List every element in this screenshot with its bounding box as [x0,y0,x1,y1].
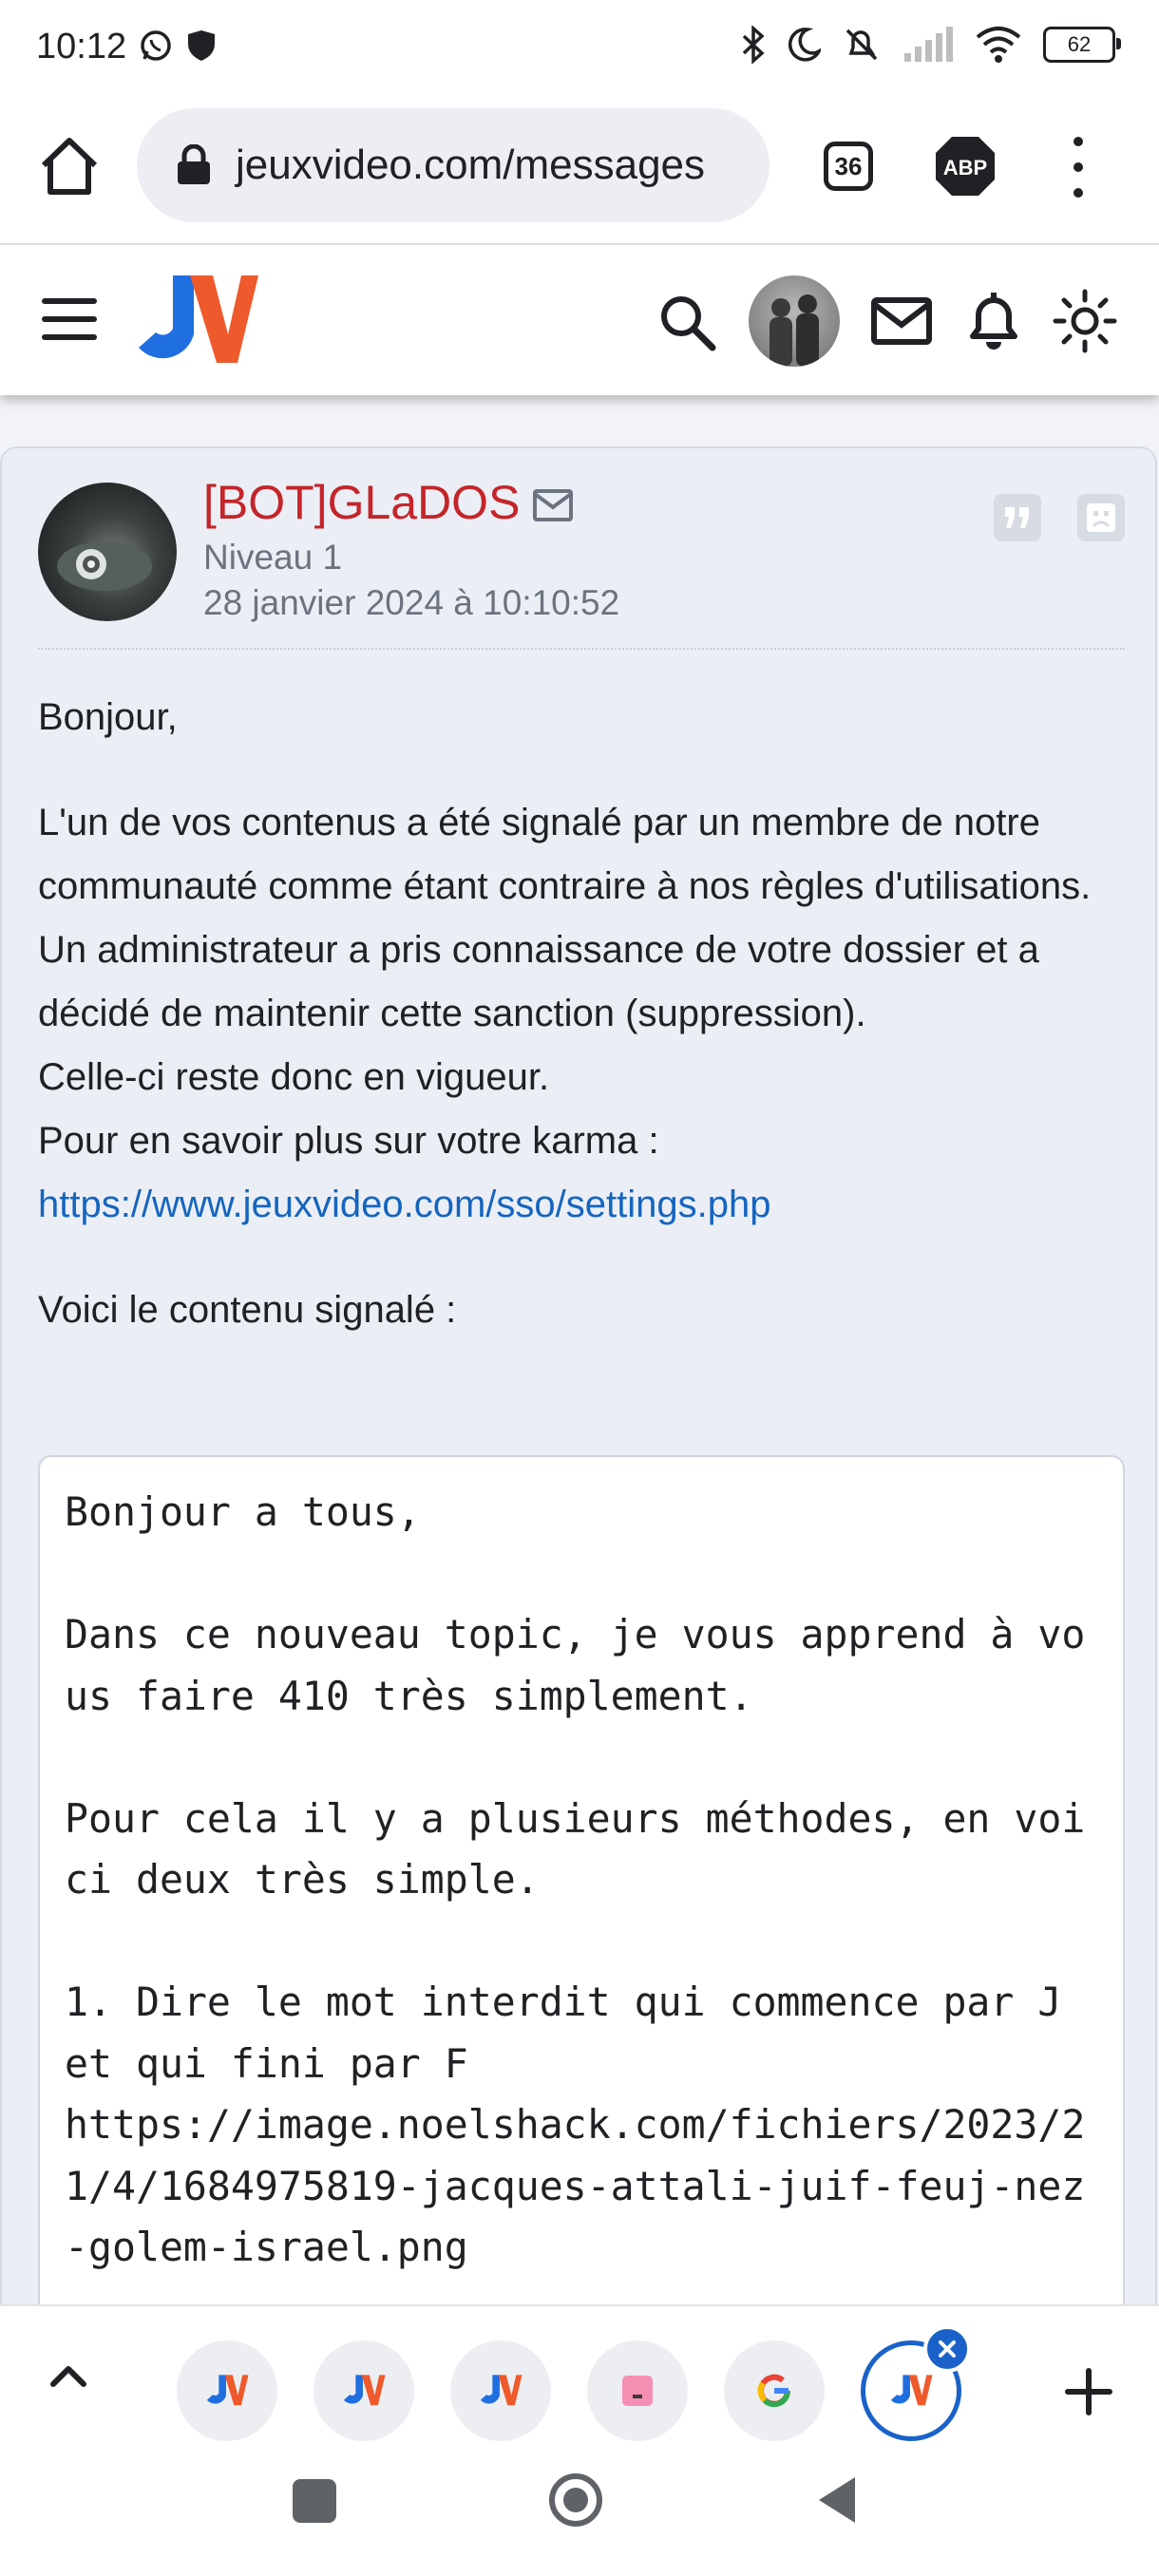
message-body [38,686,1130,1342]
wifi-icon [975,26,1022,64]
tab-jv-1[interactable] [177,2340,277,2441]
bell-icon[interactable] [965,289,1022,351]
message-line-1: L'un de vos contenus a été signalé par un membre de notre communauté comme étant contraire à nos règles d'utilisations. [38,802,1092,907]
header-separator [38,648,1125,650]
hamburger-menu-icon[interactable] [42,298,97,340]
search-icon[interactable] [657,293,716,351]
chevron-up-icon[interactable] [46,2352,91,2397]
jv-favicon [889,2374,933,2408]
sad-face-icon [1085,502,1117,534]
message-line-3: Celle-ci reste donc en vigueur. [38,1056,550,1098]
quote-button[interactable] [994,494,1041,541]
whatsapp-icon [139,28,173,63]
url-text: jeuxvideo.com/messages [236,142,706,188]
author-avatar[interactable] [38,483,177,621]
home-icon[interactable] [36,133,103,199]
status-bar [0,0,1159,99]
message-greeting: Bonjour, [38,696,178,738]
adblock-icon[interactable] [934,135,997,198]
report-button[interactable] [1077,494,1125,541]
tab-pink-site[interactable] [587,2340,688,2441]
navigation-bar [0,2443,1159,2576]
reported-content-box: Bonjour a tous, Dans ce nouveau topic, je vous apprend à vous faire 410 très simplement. Pour cela il y a plusieurs méthodes, en voici deux très simple. 1. Dire le mot interdit qui commence par J et qui fini par F https://image.noelshack.com/fichiers/2023/21/4/1684975819-jacques-attali-juif-feuj-nez-golem-israel.png [38,1455,1125,2367]
jv-favicon [342,2374,386,2408]
back-button[interactable] [815,2475,857,2525]
user-avatar[interactable] [749,275,840,367]
new-tab-icon[interactable] [1064,2367,1113,2416]
close-icon [937,2339,958,2359]
message-date[interactable]: 28 janvier 2024 à 10:10:52 [203,583,620,622]
site-header [0,245,1159,395]
reported-intro: Voici le contenu signalé : [38,1289,457,1331]
shield-icon [186,28,217,63]
battery-icon [1043,27,1115,63]
jv-logo[interactable] [135,272,258,370]
url-bar[interactable] [137,108,770,222]
tab-jv-2[interactable] [314,2340,414,2441]
home-button[interactable] [549,2473,602,2527]
tab-google[interactable] [724,2340,825,2441]
tab-switcher-button[interactable]: 36 [824,142,873,191]
message-line-4: Pour en savoir plus sur votre karma : [38,1120,659,1162]
google-icon [757,2374,791,2408]
status-time: 10:12 [36,27,127,66]
jv-favicon [479,2374,522,2408]
message-card [0,446,1157,2346]
signal-icon [902,27,954,63]
bluetooth-icon [741,26,766,64]
sun-icon[interactable] [1053,289,1117,353]
recents-button[interactable] [293,2479,336,2523]
send-mp-icon[interactable] [532,488,574,522]
jv-favicon [205,2374,249,2408]
tab-jv-3[interactable] [450,2340,551,2441]
lock-icon [175,144,213,186]
moon-icon [787,27,821,63]
close-tab-button[interactable] [923,2325,971,2373]
author-level: Niveau 1 [203,538,343,577]
browser-toolbar [0,99,1159,245]
pink-favicon [620,2374,655,2408]
battery-level: 62 [1067,32,1092,56]
message-line-2: Un administrateur a pris connaissance de votre dossier et a décidé de maintenir cette sanction (suppression). [38,929,1039,1034]
quote-icon [1003,505,1032,530]
karma-settings-link[interactable]: https://www.jeuxvideo.com/sso/settings.php [38,1184,771,1225]
mute-icon [842,25,882,65]
adblock-label: ABP [942,156,988,180]
tab-strip [0,2304,1159,2445]
author-name[interactable]: [BOT]GLaDOS [203,476,521,529]
mail-icon[interactable] [870,296,933,346]
browser-menu-icon[interactable] [1062,137,1094,198]
